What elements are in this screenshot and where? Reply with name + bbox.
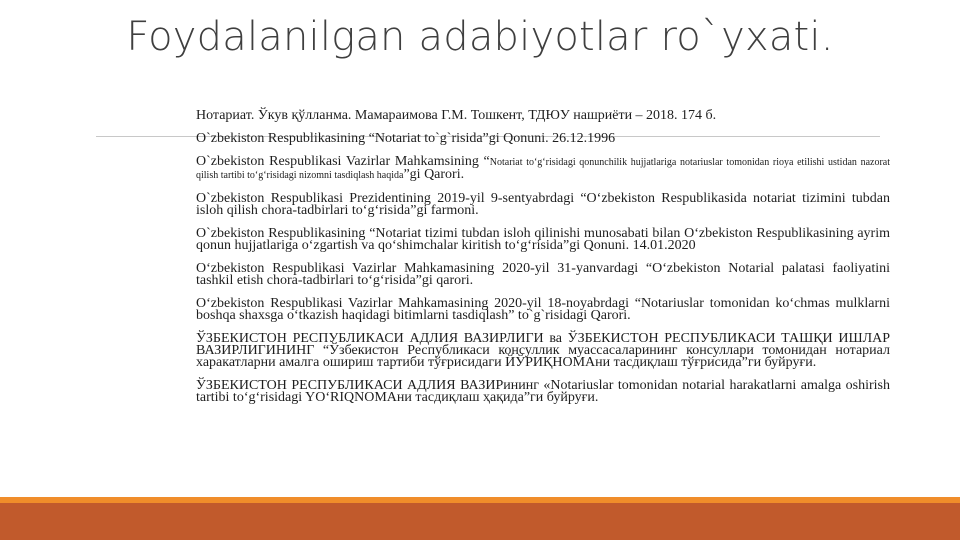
reference-3-small-text: Notariat to‘g‘risidagi qonunchilik hujjatlariga notariuslar tomonidan rioya etilishi ustidan nazorat qilish tartibi to‘g‘risidagi nizomni tasdiqlash haqida	[196, 157, 890, 181]
slide-title: Foydalanilgan adabiyotlar ro`yxati.	[126, 14, 834, 60]
reference-item-3	[196, 156, 890, 182]
reference-item-2: O`zbekiston Respublikasining “Notariat to`g`risida”gi Qonuni. 26.12.1996	[196, 131, 616, 146]
reference-3-main: O`zbekiston Respublikasi Vazirlar Mahkamsining “	[196, 154, 490, 169]
reference-item-7: O‘zbekiston Respublikasi Vazirlar Mahkamasining 2020-yil 18-noyabrdagi “Notariuslar tomonidan ko‘chmas mulklarni boshqa shaxsga o‘tkazish haqidagi bitimlarni tasdiqlash” to`g`risidagi Qarori.	[196, 296, 890, 323]
reference-item-6: O‘zbekiston Respublikasi Vazirlar Mahkamasining 2020-yil 31-yanvardagi “O‘zbekiston Notarial palatasi faoliyatini tashkil etish chora-tadbirlari to‘g‘risida”gi qarori.	[196, 261, 890, 288]
reference-list	[196, 110, 890, 415]
reference-item-1: Нотариат. Ўкув қўлланма. Мамараимова Г.М. Тошкент, ТДЮУ нашриёти – 2018. 174 б.	[196, 108, 717, 123]
footer-bar	[0, 503, 960, 540]
reference-item-4: O`zbekiston Respublikasi Prezidentining 2019-yil 9-sentyabrdagi “O‘zbekiston Respublikasida notariat tizimini tubdan isloh qilish chora-tadbirlari to‘g‘risida”gi farmoni.	[196, 191, 890, 218]
reference-item-9: ЎЗБЕКИСТОН РЕСПУБЛИКАСИ АДЛИЯ ВАЗИРининг «Notariuslar tomonidan notarial harakatlarni amalga oshirish tartibi to‘g‘risidagi YO‘RIQNOMAни тасдиқлаш ҳақида”ги буйруғи.	[196, 378, 890, 405]
reference-3-end: ”gi Qarori.	[403, 167, 465, 182]
reference-item-8: ЎЗБЕКИСТОН РЕСПУБЛИКАСИ АДЛИЯ ВАЗИРЛИГИ ва ЎЗБЕКИСТОН РЕСПУБЛИКАСИ ТАШҚИ ИШЛАР ВАЗИРЛИГИНИНГ “Ўзбекистон Республикаси консуллик муассасаларининг консуллари томонидан нотариал харакатларни амалга ошириш тартиби тўғрисидаги ЙЎРИҚНОМАни тасдиқлаш тўғрисида”ги буйруғи.	[196, 331, 890, 370]
reference-item-5: O`zbekiston Respublikasining “Notariat tizimi tubdan isloh qilinishi munosabati bilan O‘zbekiston Respublikasining ayrim qonun hujjatlariga o‘zgartish va qo‘shimchalar kiritish to‘g‘risida”gi Qonuni. 14.01.2020	[196, 226, 890, 253]
